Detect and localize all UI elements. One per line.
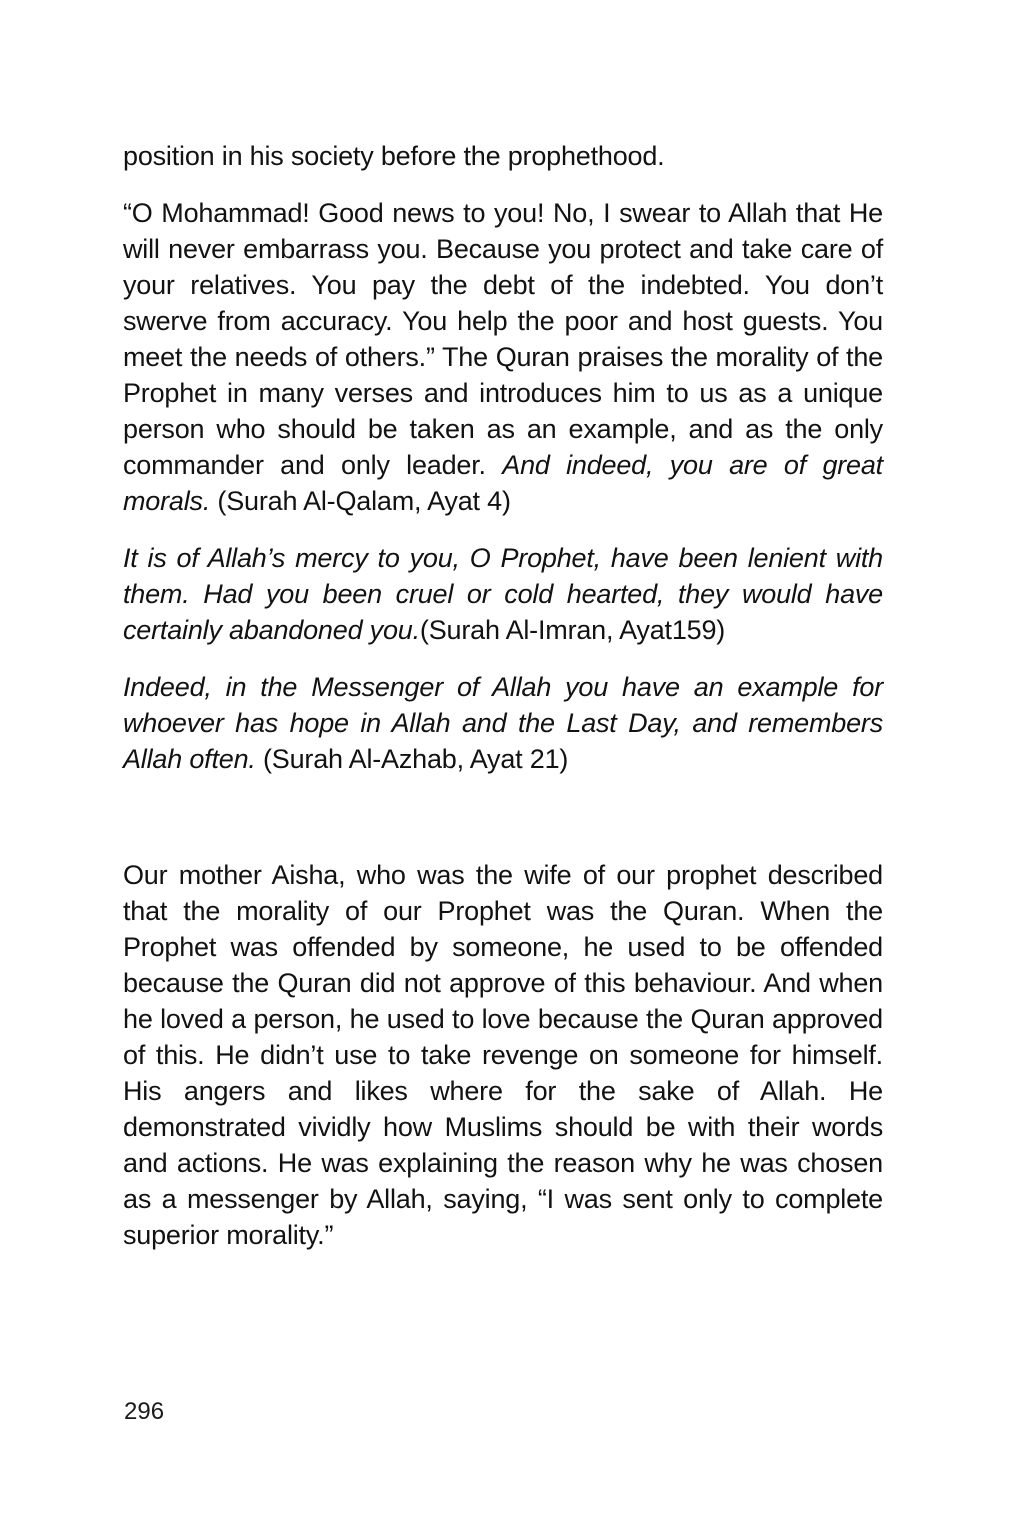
italic-text-segment: Indeed, in the Messenger of Allah you have an example for whoever has hope in Allah and the Last Day, and remembers Allah often. xyxy=(123,672,883,774)
text-segment: Our mother Aisha, who was the wife of our prophet described that the morality of our Prophet was the Quran. When the Prophet was offended by someone, he used to be offended because the Quran did not approve of this behaviour. And when he loved a person, he used to love because the Quran approved of this. He didn’t use to take revenge on someone for himself. His angers and likes where for the sake of Allah. He demonstrated vividly how Muslims should be with their words and actions. He was explaining the reason why he was chosen as a messenger by Allah, saying, “I was sent only to complete superior morality.” xyxy=(123,860,883,1250)
paragraph xyxy=(123,195,883,519)
paragraph xyxy=(123,669,883,777)
paragraph xyxy=(123,138,883,174)
text-column xyxy=(123,138,883,1274)
page-number: 296 xyxy=(124,1398,165,1425)
text-segment: “O Mohammad! Good news to you! No, I swear to Allah that He will never embarrass you. Because you protect and take care of your relatives. You pay the debt of the indebted. You don’t swerve from accuracy. You help the poor and host guests. You meet the needs of others.” The Quran praises the morality of the Prophet in many verses and introduces him to us as a unique person who should be taken as an example, and as the only commander and only leader. xyxy=(123,198,883,480)
text-segment: position in his society before the prophethood. xyxy=(123,141,665,171)
text-segment: (Surah Al-Qalam, Ayat 4) xyxy=(210,486,511,516)
paragraph xyxy=(123,857,883,1253)
italic-text-segment: It is of Allah’s mercy to you, O Prophet, have been lenient with them. Had you been cruel or cold hearted, they would have certainly abandoned you. xyxy=(123,543,883,645)
italic-text-segment: And indeed, you are of great morals. xyxy=(123,450,883,516)
text-segment: (Surah Al-Imran, Ayat159) xyxy=(419,615,726,645)
text-segment: (Surah Al-Azhab, Ayat 21) xyxy=(255,744,569,774)
paragraph xyxy=(123,540,883,648)
